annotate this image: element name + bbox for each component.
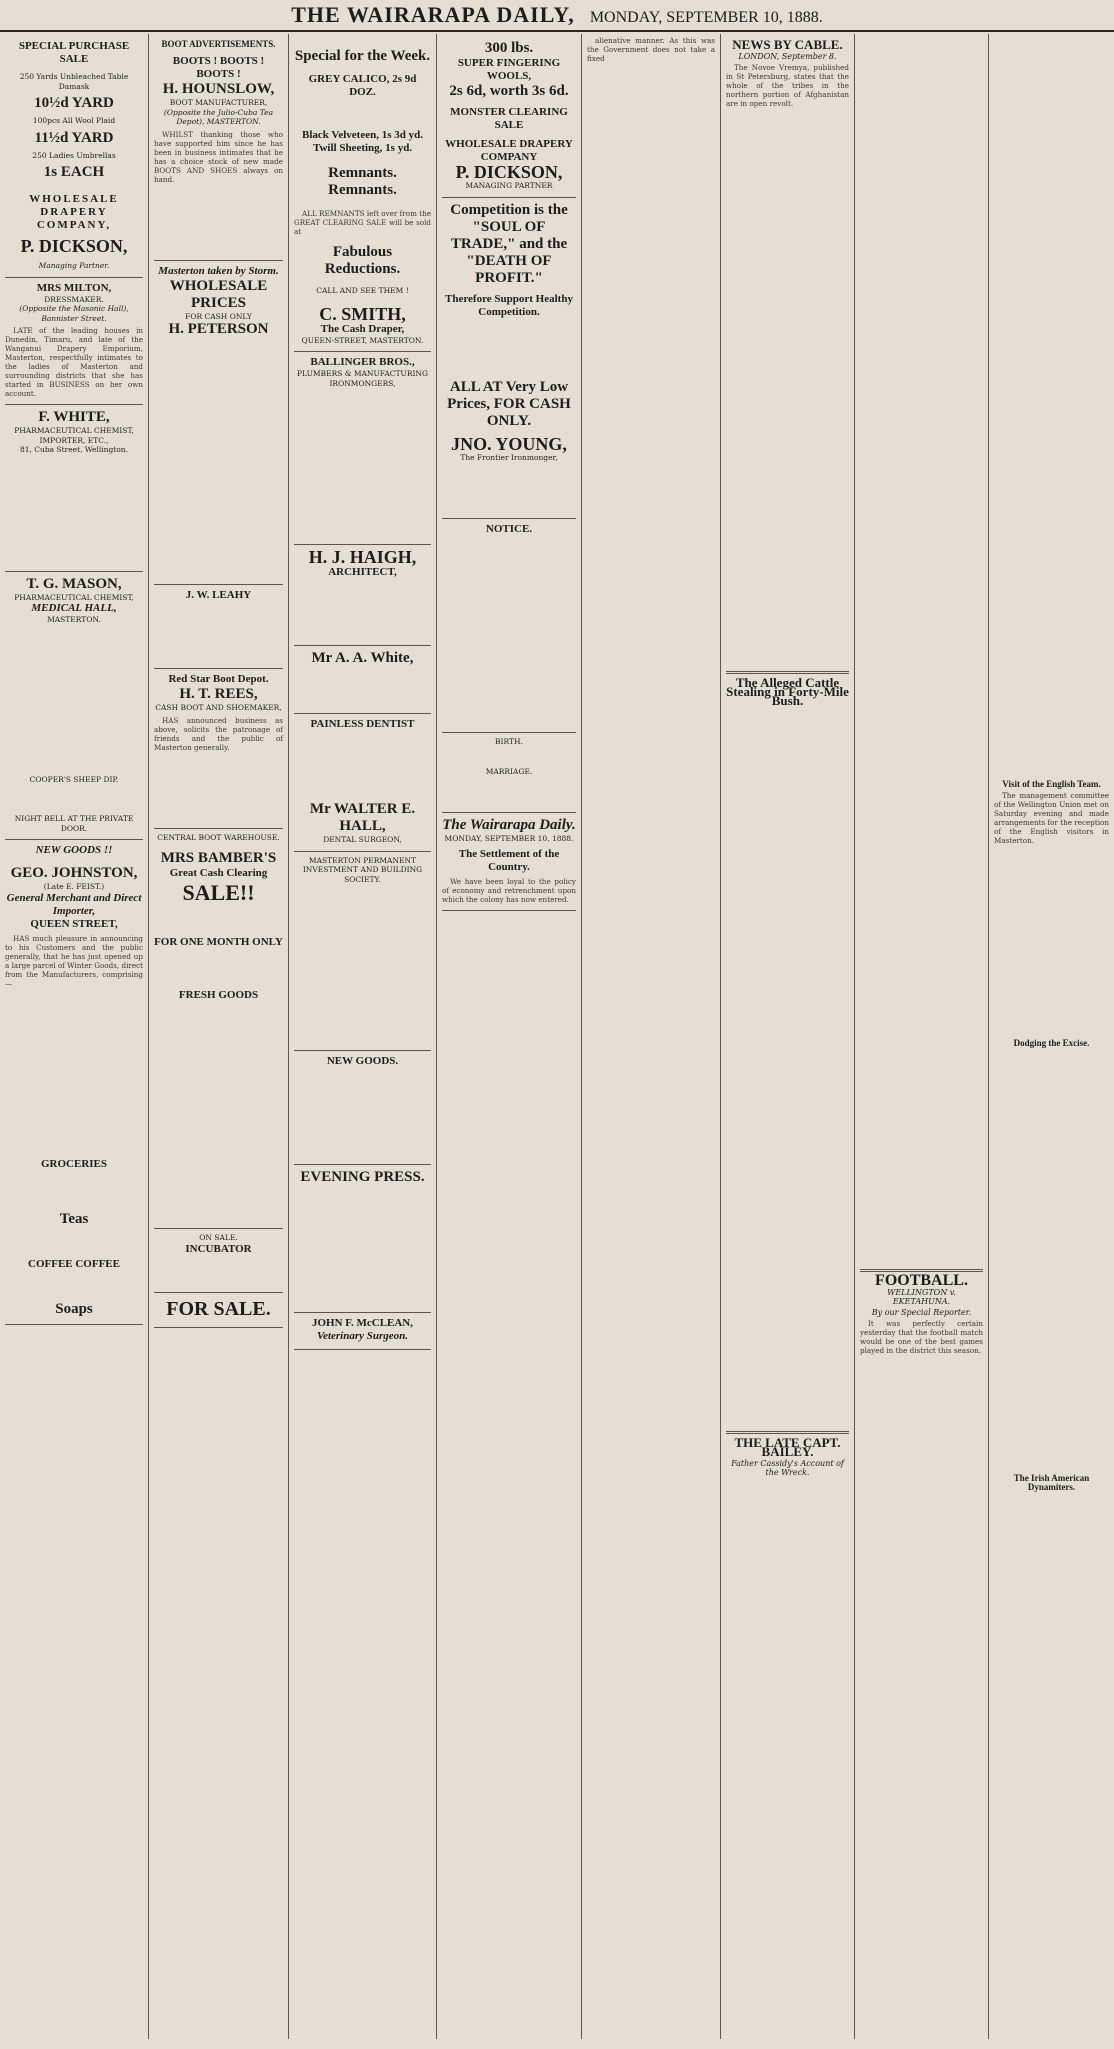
ad-body-text-area <box>5 1228 143 1258</box>
ad-body-text-area <box>154 602 283 662</box>
ad-body-text-area <box>294 1068 431 1158</box>
young-ad <box>442 198 576 520</box>
sale-heading: SALE!! <box>182 880 255 905</box>
visit-heading: Visit of the English Team. <box>1002 779 1101 789</box>
groceries-heading: GROCERIES <box>40 1157 108 1170</box>
article-text-area <box>994 36 1109 776</box>
evening-press: EVENING PRESS. <box>300 1169 425 1185</box>
column-6 <box>721 34 855 2039</box>
permanent-ad <box>294 852 431 1052</box>
cash-draper: The Cash Draper, <box>320 322 405 335</box>
article-text-area <box>860 36 983 1266</box>
ad-body-text-area <box>442 536 576 726</box>
birth: BIRTH. <box>495 737 523 746</box>
leahy-name: J. W. LEAHY <box>185 589 252 601</box>
editorial <box>442 813 576 911</box>
firm-name: P. DICKSON, <box>20 236 128 256</box>
painless-dentist: PAINLESS DENTIST <box>310 718 415 730</box>
ad-price: 11½d YARD <box>34 129 114 146</box>
masterton-taken: Masterton taken by Storm. <box>158 264 279 277</box>
dodging-heading: Dodging the Excise. <box>1013 1038 1090 1048</box>
firm-role: Managing Partner. <box>38 261 110 270</box>
hounslow-address: (Opposite the Julio-Cuba Tea Depot), MASTERTON. <box>163 107 274 126</box>
mcclean-name: JOHN F. McCLEAN, <box>311 1317 414 1329</box>
architect: ARCHITECT, <box>328 566 397 578</box>
cattle-heading: The Alleged Cattle Stealing in Forty-Mile Bush. <box>726 675 849 708</box>
soaps-heading: Soaps <box>55 1300 93 1317</box>
by-reporter: By our Special Reporter. <box>871 1308 972 1317</box>
ad-body-text-area <box>154 184 283 254</box>
haigh-name: H. J. HAIGH, <box>308 547 417 567</box>
mcclean-ad <box>294 1313 431 1350</box>
central-boot: CENTRAL BOOT WAREHOUSE. <box>157 832 280 842</box>
boot-ads-header: BOOT ADVERTISEMENTS. <box>161 39 276 49</box>
mason-name: T. G. MASON, <box>26 575 122 592</box>
wholesale-prices: WHOLESALE PRICES <box>169 277 268 311</box>
veterinary: Veterinary Surgeon. <box>316 1330 409 1342</box>
rees-name: H. T. REES, <box>179 686 258 702</box>
johnston-street: QUEEN STREET, <box>30 917 118 930</box>
newspaper-title: THE WAIRARAPA DAILY, <box>291 2 575 27</box>
ad-body-text-area <box>294 579 431 639</box>
remnants: Remnants. Remnants. <box>328 165 397 198</box>
ad-body-text-area <box>442 319 576 379</box>
birth-ad <box>442 733 576 813</box>
rees-ad <box>154 669 283 829</box>
therefore: Therefore Support Healthy Competition. <box>445 292 573 318</box>
frontier: The Frontier Ironmonger, <box>460 452 558 462</box>
dateline: LONDON, September 8. <box>738 52 837 61</box>
ad-body-text-area <box>294 667 431 707</box>
issue-date: MONDAY, SEPTEMBER 10, 1888. <box>589 9 823 26</box>
special-week-ad <box>294 36 431 352</box>
ballinger-name: BALLINGER BROS., <box>310 356 415 368</box>
new-goods: NEW GOODS !! <box>35 844 113 856</box>
hounslow-role: BOOT MANUFACTURER, <box>169 98 268 107</box>
all-at: ALL AT Very Low Prices, FOR CASH ONLY. <box>447 378 571 429</box>
ad-body-text-area <box>294 731 431 801</box>
special-purchase-ad <box>5 36 143 278</box>
fingering-ad <box>442 36 576 198</box>
grey-calico: GREY CALICO, 2s 9d DOZ. <box>308 73 417 98</box>
ad-body-text-area <box>154 338 283 578</box>
peterson-ad <box>154 261 283 586</box>
ad-body-text-area <box>154 752 283 822</box>
milton-name: MRS MILTON, <box>36 281 112 294</box>
milton-text: LATE of the leading houses in Dunedin, Timaru, and late of the Wanganui Drapery Emporium, Masterton, respectfully intimates to the ladies of Masterton and surrounding districts that she has started in BUSINESS on her own account. <box>5 326 143 398</box>
for-sale: FOR SALE. <box>166 1297 271 1320</box>
incubator: INCUBATOR <box>185 1242 252 1255</box>
one-month: FOR ONE MONTH ONLY <box>154 936 283 948</box>
haigh-ad <box>294 545 431 646</box>
column-7 <box>855 34 989 2039</box>
divider <box>726 1431 849 1434</box>
hounslow-ad <box>154 51 283 261</box>
leader-title: The Settlement of the Country. <box>458 847 560 873</box>
rees-role: CASH BOOT AND SHOEMAKER, <box>155 703 282 712</box>
football-text: It was perfectly certain yesterday that the football match would be one of the best games played in the district this season. <box>860 1319 983 1355</box>
white-ad <box>5 405 143 572</box>
article-text-area <box>726 108 849 668</box>
managing-partner: MANAGING PARTNER <box>465 181 553 190</box>
notice-ad <box>442 519 576 733</box>
painless-ad <box>294 714 431 852</box>
column-8 <box>989 34 1114 2039</box>
white-dentist: Mr A. A. White, <box>311 650 414 666</box>
black-velveteen: Black Velveteen, 1s 3d yd. <box>301 129 423 141</box>
johnston-name: GEO. JOHNSTON, <box>10 865 138 881</box>
column-3 <box>289 34 437 2039</box>
coopers-dip: COOPER'S SHEEP DIP. <box>29 774 119 784</box>
mason-role: PHARMACEUTICAL CHEMIST, <box>14 592 134 602</box>
paper-name: The Wairarapa Daily. <box>442 817 576 833</box>
ad-body-text-area <box>154 1002 283 1222</box>
ad-price: 10½d YARD <box>34 95 114 111</box>
news-by-cable: NEWS BY CABLE. <box>732 37 843 52</box>
mason-hall: MEDICAL HALL, <box>31 602 117 614</box>
late-bailey: THE LATE CAPT. BAILEY. <box>734 1435 841 1459</box>
irish-heading: The Irish American Dynamiters. <box>1013 1473 1090 1492</box>
ad-body-text-area <box>5 784 143 814</box>
young-name: JNO. YOUNG, <box>451 433 567 454</box>
ad-body-text-area <box>5 625 143 775</box>
ad-body-text-area <box>294 388 431 538</box>
hounslow-name: H. HOUNSLOW, <box>162 81 275 97</box>
column-4 <box>437 34 582 2039</box>
dickson-name: P. DICKSON, <box>455 162 563 182</box>
red-star: Red Star Boot Depot. <box>168 673 269 685</box>
queen-street: QUEEN-STREET, MASTERTON. <box>301 335 424 345</box>
permanent-society: MASTERTON PERMANENT INVESTMENT AND BUILDING SOCIETY. <box>302 855 423 884</box>
rees-text: HAS announced business as above, solicits the patronage of friends and the public of Masterton generally. <box>154 715 283 752</box>
twill-sheeting: Twill Sheeting, 1s yd. <box>312 142 413 154</box>
johnston-text: HAS much pleasure in announcing to his Customers and the public generally, that he has just opened up a large parcel of Winter Goods, direct from the Manufacturers, comprising— <box>5 933 143 988</box>
column-2 <box>149 34 289 2039</box>
special-week: Special for the Week. <box>294 48 431 64</box>
call-see: CALL AND SEE THEM ! <box>316 286 409 295</box>
fingering: SUPER FINGERING WOOLS, <box>457 57 561 82</box>
milton-role: DRESSMAKER. <box>44 294 104 304</box>
teas-heading: Teas <box>59 1210 89 1227</box>
night-bell: NIGHT BELL AT THE PRIVATE DOOR. <box>14 814 134 833</box>
ad-body-text-area <box>294 99 431 129</box>
incubator-ad <box>154 1229 283 1293</box>
white-role: PHARMACEUTICAL CHEMIST, IMPORTER, ETC., <box>14 426 134 445</box>
walter-name: Mr WALTER E. HALL, <box>309 801 416 834</box>
competition: Competition is the "SOUL OF TRADE," and the "DEATH OF PROFIT." <box>450 201 568 286</box>
milton-address: (Opposite the Masonic Hall), Bannister Street. <box>19 304 129 323</box>
leahy-ad <box>154 585 283 669</box>
paper-date: MONDAY, SEPTEMBER 10, 1888. <box>444 834 574 843</box>
remnants-text: ALL REMNANTS left over from the GREAT CLEARING SALE will be sold at <box>294 209 431 236</box>
mason-ad <box>5 572 143 841</box>
fabulous: Fabulous Reductions. <box>324 244 401 277</box>
ad-body-text-area <box>442 462 576 512</box>
white-address: 81, Cuba Street, Wellington. <box>19 445 129 454</box>
football-match: WELLINGTON v. EKETAHUNA. <box>887 1288 956 1306</box>
ballinger-role: PLUMBERS & MANUFACTURING IRONMONGERS, <box>296 369 428 388</box>
ad-line: 100pcs All Wool Plaid <box>32 116 116 125</box>
ballinger-ad <box>294 352 431 545</box>
boots-heading: BOOTS ! BOOTS ! BOOTS ! <box>172 55 265 80</box>
bailey-sub: Father Cassidy's Account of the Wreck. <box>731 1459 844 1477</box>
notice: NOTICE. <box>485 523 533 535</box>
wholesale-drapery: WHOLESALE DRAPERY COMPANY <box>445 138 573 163</box>
ad-body-text-area <box>5 1171 143 1211</box>
ad-line: 250 Yards Unbleached Table Damask <box>19 72 129 91</box>
mason-town: MASTERTON. <box>47 615 101 624</box>
ad-heading: SPECIAL PURCHASE SALE <box>18 40 130 65</box>
firm-type: WHOLESALE DRAPERY COMPANY, <box>29 193 119 231</box>
walter-role: DENTAL SURGEON, <box>323 835 402 844</box>
article-text-area <box>726 708 849 1428</box>
on-sale: ON SALE. <box>199 1233 238 1242</box>
ad-body-text-area <box>294 884 431 1044</box>
coffee-heading: COFFEE COFFEE <box>28 1257 120 1270</box>
masthead <box>0 0 1114 32</box>
ad-body-text-area <box>154 1256 283 1286</box>
cable-text: The Novoe Vremya, published in St Petersburg, states that the whole of the tribes in the northern portion of Afghanistan are in open revolt. <box>726 63 849 108</box>
football-heading: FOOTBALL. <box>875 1272 968 1289</box>
for-sale-ad <box>154 1293 283 1328</box>
fresh-goods: FRESH GOODS <box>178 989 259 1001</box>
column-5 <box>582 34 721 2039</box>
columns <box>0 34 1114 2039</box>
yards: 300 lbs. <box>484 40 534 56</box>
leader-text: We have been loyal to the policy of economy and retrenchment upon which the colony has now entered. <box>442 876 576 904</box>
visit-text: The management committee of the Wellington Union met on Saturday evening and made arrangements for the reception of the English visitors in Masterton. <box>994 791 1109 845</box>
divider <box>726 671 849 674</box>
smith-name: C. SMITH, <box>319 303 406 324</box>
milton-ad <box>5 278 143 406</box>
new-goods-ad <box>294 1051 431 1165</box>
hounslow-text: WHILST thanking those who have supported him since he has been in business intimates that he has a choice stock of new made BOOTS AND SHOES always on hand. <box>154 129 283 184</box>
ad-body-text-area <box>5 1271 143 1301</box>
for-cash: FOR CASH ONLY <box>185 311 252 321</box>
bamber-ad <box>154 829 283 1230</box>
new-goods: NEW GOODS. <box>326 1055 399 1067</box>
column-1 <box>0 34 149 2039</box>
white-dentist-ad <box>294 646 431 714</box>
ad-body-text-area <box>5 455 143 565</box>
column-text: alienative manner. As this was the Government does not take a fixed <box>587 36 715 63</box>
peterson-name: H. PETERSON <box>168 321 269 337</box>
marriage: MARRIAGE. <box>485 766 533 776</box>
fingering-price: 2s 6d, worth 3s 6d. <box>449 83 569 99</box>
ad-body-text-area <box>442 747 576 767</box>
article-text-area <box>994 845 1109 1035</box>
evening-press-ad <box>294 1165 431 1313</box>
article-text-area <box>994 1050 1109 1470</box>
white-name: F. WHITE, <box>38 409 110 425</box>
monster-sale: MONSTER CLEARING SALE <box>450 106 568 131</box>
bamber-name: MRS BAMBER'S <box>160 850 277 866</box>
ad-body-text-area <box>442 776 576 806</box>
great-cash: Great Cash Clearing <box>169 867 268 879</box>
johnston-late: (Late E. FEIST.) <box>43 882 105 891</box>
ad-body-text-area <box>294 1186 431 1306</box>
johnston-role: General Merchant and Direct Importer, <box>6 891 142 917</box>
ad-body-text-area <box>5 988 143 1158</box>
johnston-ad <box>5 840 143 1325</box>
ad-line: 250 Ladies Umbrellas <box>32 150 116 160</box>
ad-body-text-area <box>154 949 283 989</box>
ad-price: 1s EACH <box>43 164 105 180</box>
